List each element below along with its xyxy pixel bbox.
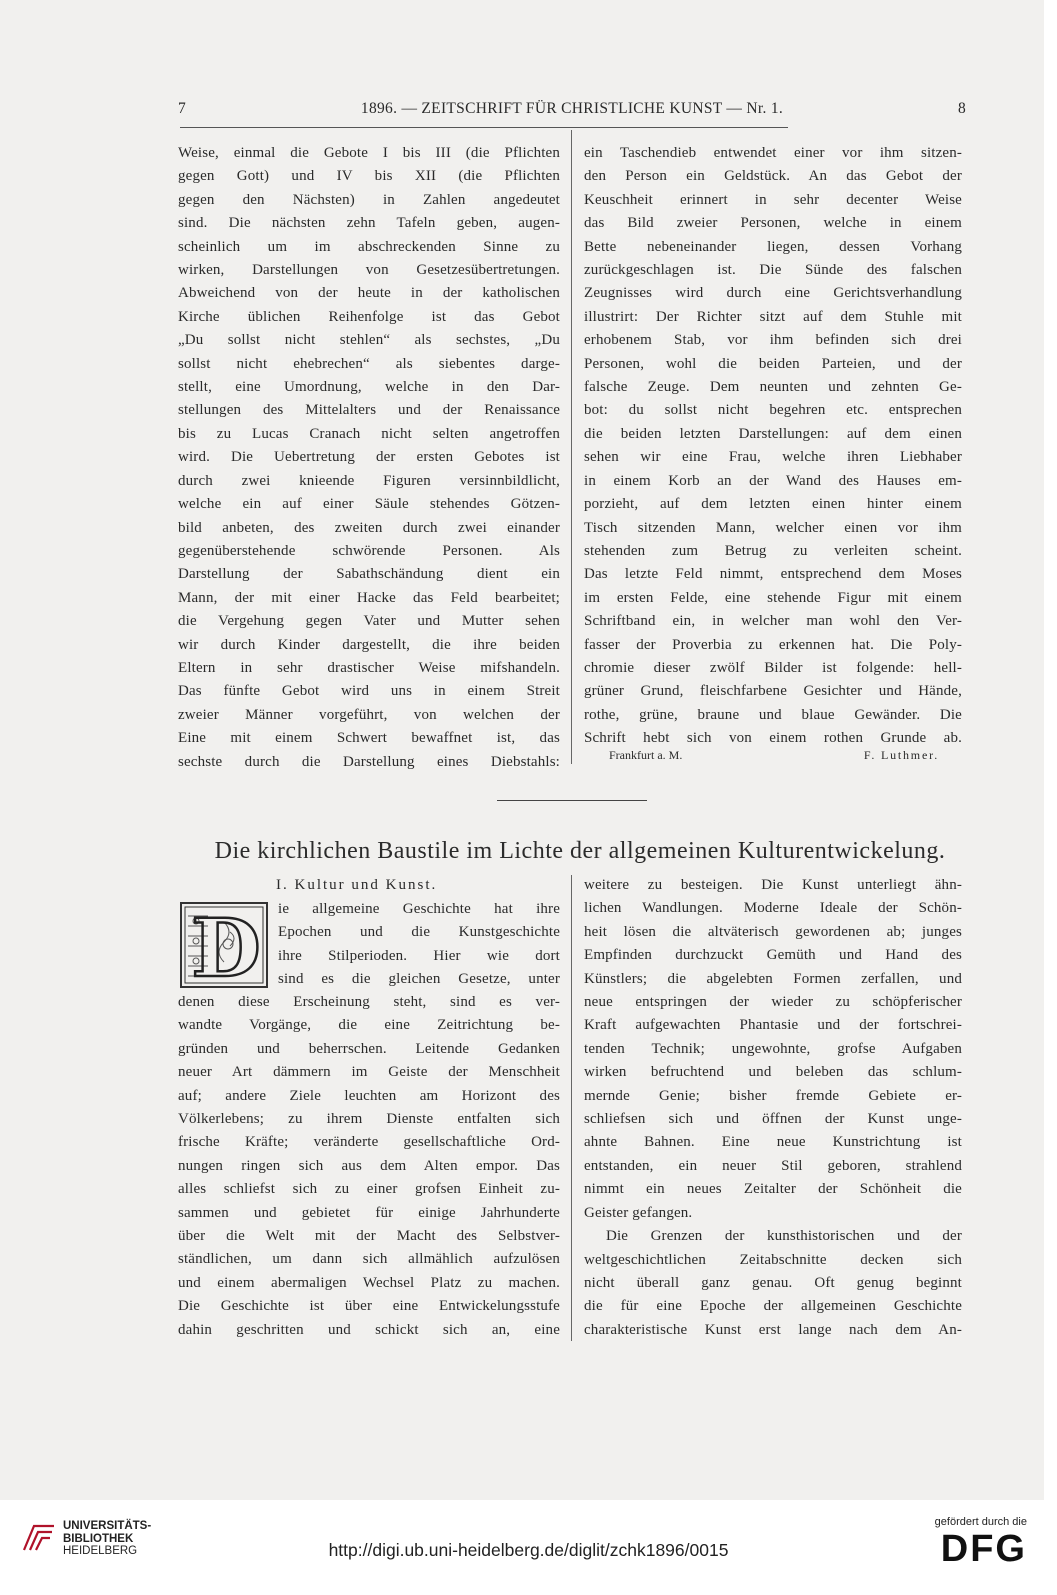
text-line: bot: du sollst nicht begehren etc. entsprechen	[584, 402, 962, 419]
text-line: sollst nicht ehebrechen“ als siebentes darge-	[178, 355, 560, 372]
text-line: frische Kräfte; veränderte gesellschaftliche Ord-	[178, 1134, 560, 1151]
text-line: erhobenem Stab, vor ihm befinden sich drei	[584, 332, 962, 349]
text-line: Zeugnisses wird durch eine Gerichtsverhandlung	[584, 285, 962, 302]
text-line: ahnte Bahnen. Eine neue Kunstrichtung ist	[584, 1134, 962, 1151]
text-line: Tisch sitzenden Mann, welcher einen vor ihm	[584, 519, 962, 536]
text-line: Abweichend von der heute in der katholischen	[178, 285, 560, 302]
text-line: alles schliefst sich zu einer grofsen Einheit zu-	[178, 1181, 560, 1198]
text-line: Keuschheit erinnert in sehr decenter Weise	[584, 191, 962, 208]
text-line: Personen, wohl die beiden Parteien, und der	[584, 355, 962, 372]
text-line: im ersten Felde, eine stehende Figur mit einem	[584, 589, 962, 606]
text-line: Weise, einmal die Gebote I bis III (die Pflichten	[178, 145, 560, 161]
text-line: dahin geschritten und schickt sich an, eine	[178, 1321, 560, 1338]
text-line: nimmt ein neues Zeitalter der Schönheit die	[584, 1181, 962, 1198]
funding-note: gefördert durch die	[934, 1516, 1027, 1528]
article2-left-column	[178, 991, 560, 1342]
text-line: ie allgemeine Geschichte hat ihre	[278, 901, 560, 917]
svg-text:D: D	[191, 902, 261, 988]
text-line: rothe, grüne, braune und blaue Gewänder. Die	[584, 706, 962, 723]
text-line: stehenden zum Betrug zu verleiten scheint.	[584, 542, 962, 559]
article-separator	[497, 800, 647, 801]
text-line: in einem Korb an der Wand des Hauses em-	[584, 472, 962, 489]
decorative-initial-d	[180, 902, 268, 988]
institution-line-3: HEIDELBERG	[63, 1545, 138, 1557]
text-line: neue entspringen der wieder zu schöpferischer	[584, 994, 962, 1011]
text-line: gegen den Nächsten) in Zahlen angedeutet	[178, 191, 560, 208]
text-line: sind es die gleichen Gesetze, unter	[278, 971, 560, 988]
text-line: gegenüberstehende schwörende Personen. Als	[178, 542, 560, 559]
text-line: denen diese Erscheinung steht, sind es ver-	[178, 994, 560, 1010]
text-line: die beiden letzten Darstellungen: auf dem einen	[584, 425, 962, 442]
text-line: Geister gefangen.	[584, 1204, 693, 1221]
text-line: wirken, Darstellungen von Gesetzesübertretungen.	[178, 262, 560, 279]
text-line: ein Taschendieb entwendet einer vor ihm sitzen-	[584, 145, 962, 161]
text-line: den Person ein Geldstück. An das Gebot der	[584, 168, 962, 185]
text-line: sammen und gebietet für einige Jahrhunderte	[178, 1204, 560, 1221]
text-line: tenden Technik; ungewohnte, grofse Aufgaben	[584, 1040, 962, 1057]
text-line: und einem abermaligen Wechsel Platz zu machen.	[178, 1274, 560, 1291]
text-line: das Bild zweier Personen, welche in einem	[584, 215, 962, 232]
text-line: bis zu Lucas Cranach nicht selten angetroffen	[178, 425, 560, 442]
text-line: weltgeschichtlichen Zeitabschnitte decken sich	[584, 1251, 962, 1268]
text-line: nicht überall ganz genau. Oft genug beginnt	[584, 1274, 962, 1291]
text-line: Schriftband ein, in welcher man wohl den Ver-	[584, 613, 962, 630]
text-line: falsche Zeuge. Dem neunten und zehnten Ge-	[584, 379, 962, 396]
text-line: scheinlich um im abschreckenden Sinne zu	[178, 238, 560, 255]
text-line: bild anbeten, des zweiten durch zwei einander	[178, 519, 560, 536]
text-line: porzieht, auf dem letzten einen hinter einem	[584, 496, 962, 513]
text-line: wandte Vorgänge, die eine Zeitrichtung be-	[178, 1017, 560, 1034]
text-line: stellt, eine Umordnung, welche in den Dar-	[178, 379, 560, 396]
text-line: illustrirt: Der Richter sitzt auf dem Stuhle mit	[584, 308, 962, 325]
text-line: Epochen und die Kunstgeschichte	[278, 924, 560, 941]
article2-dropcap-lines	[278, 898, 560, 992]
text-line: die Vergehung gegen Vater und Mutter sehen	[178, 613, 560, 630]
text-line: Völkerlebens; zu ihrem Dienste entfalten sich	[178, 1111, 560, 1128]
text-line: ihre Stilperioden. Hier wie dort	[278, 947, 560, 964]
text-line: entstanden, ein neuer Stil geboren, strahlend	[584, 1157, 962, 1174]
text-line: Mann, der mit einer Hacke das Feld bearbeitet;	[178, 589, 560, 606]
text-line: zweier Männer vorgeführt, von welchen der	[178, 706, 560, 723]
column-divider	[571, 130, 572, 764]
header-rule	[180, 127, 788, 128]
page-number-right: 8	[957, 100, 966, 117]
text-line: wird. Die Uebertretung der ersten Gebotes ist	[178, 449, 560, 466]
text-line: nungen ringen sich aus dem Alten empor. Das	[178, 1157, 560, 1174]
text-line: gründen und beherrschen. Leitende Gedanken	[178, 1040, 560, 1057]
text-line: Die Grenzen der kunsthistorischen und der	[606, 1228, 962, 1245]
text-line: Das letzte Feld nimmt, entsprechend dem Moses	[584, 566, 962, 583]
text-line: Künstlers; die abgelebten Formen zerfallen, und	[584, 970, 962, 987]
running-header	[178, 100, 966, 122]
text-line: neuer Art dämmern im Geiste der Menschheit	[178, 1064, 560, 1081]
text-line: Darstellung der Sabathschändung dient ein	[178, 566, 560, 583]
text-line: Das fünfte Gebot wird uns in einem Streit	[178, 683, 560, 700]
text-line: Eltern in sehr drastischer Weise mifshandeln.	[178, 659, 560, 676]
journal-title: 1896. — ZEITSCHRIFT FÜR CHRISTLICHE KUNST — Nr. 1.	[360, 100, 784, 117]
section-heading: I. Kultur und Kunst.	[276, 877, 438, 893]
article-title: Die kirchlichen Baustile im Lichte der allgemeinen Kulturentwickelung.	[214, 838, 946, 864]
text-line: durch zwei knieende Figuren versinnbildlicht,	[178, 472, 560, 489]
text-line: sind. Die nächsten zehn Tafeln geben, augen-	[178, 215, 560, 232]
article1-left-column	[178, 142, 560, 774]
text-line: Kirche üblichen Reihenfolge ist das Gebot	[178, 308, 560, 325]
text-line: gegen Gott) und IV bis XII (die Pflichten	[178, 168, 560, 185]
text-line: „Du sollst nicht stehlen“ als sechstes, „Du	[178, 332, 560, 349]
text-line: wirken befruchtend und beleben das schlum-	[584, 1064, 962, 1081]
signature-location: Frankfurt a. M.	[609, 748, 683, 762]
text-line: über die Welt mit der Macht des Selbstver-	[178, 1228, 560, 1245]
text-line: lichen Wandlungen. Moderne Ideale der Schön-	[584, 900, 962, 917]
text-line: Bette nebeneinander liegen, dessen Vorhang	[584, 238, 962, 255]
text-line: ständlichen, um dann sich allmählich aufzulösen	[178, 1251, 560, 1268]
text-line: heit lösen die altväterisch gewordenen ab; junges	[584, 923, 962, 940]
text-line: die für eine Epoche der allgemeinen Geschichte	[584, 1298, 962, 1315]
dfg-logo: DFG	[940, 1528, 1027, 1570]
text-line: Schrift hebt sich von einem rothen Grunde ab.	[584, 730, 962, 747]
source-url[interactable]: http://digi.ub.uni-heidelberg.de/diglit/zchk1896/0015	[328, 1540, 729, 1560]
article2-right-column	[584, 874, 962, 1342]
text-line: weitere zu besteigen. Die Kunst unterliegt ähn-	[584, 877, 962, 893]
text-line: zurückgeschlagen ist. Die Sünde des falschen	[584, 262, 962, 279]
article1-right-column	[584, 142, 962, 751]
text-line: schliefsen sich und öffnen der Kunst unge-	[584, 1111, 962, 1128]
text-line: Kraft aufgewachten Phantasie und der fortschrei-	[584, 1017, 962, 1034]
signature-author: F. Luthmer.	[863, 748, 939, 762]
text-line: stellungen des Mittelalters und der Renaissance	[178, 402, 560, 419]
text-line: Eine mit einem Schwert bewaffnet ist, das	[178, 730, 560, 747]
institution-line-1: UNIVERSITÄTS-	[63, 1520, 152, 1532]
text-line: sehen wir eine Frau, welche ihren Liebhaber	[584, 449, 962, 466]
text-line: Empfinden durchzuckt Gemüth und Hand des	[584, 947, 962, 964]
text-line: welche ein auf einer Säule stehendes Götzen-	[178, 496, 560, 513]
institution-line-2: BIBLIOTHEK	[63, 1532, 134, 1545]
text-line: wir durch Kinder dargestellt, die ihre beiden	[178, 636, 560, 653]
text-line: fasser der Proverbia zu erkennen hat. Die Poly-	[584, 636, 962, 653]
text-line: Die Geschichte ist über eine Entwickelungsstufe	[178, 1298, 560, 1315]
text-line: grüner Grund, fleischfarbene Gesichter und Hände,	[584, 683, 962, 700]
page-number-left: 7	[178, 100, 187, 117]
text-line: auf; andere Ziele leuchten am Horizont des	[178, 1087, 560, 1104]
text-line: sechste durch die Darstellung eines Diebstahls:	[178, 753, 560, 770]
text-line: mernde Genie; bisher fremde Gebiete er-	[584, 1087, 962, 1104]
text-line: charakteristische Kunst erst lange nach dem An-	[584, 1321, 962, 1338]
text-line: chromie dieser zwölf Bilder ist folgende: hell-	[584, 659, 962, 676]
column-divider-2	[571, 875, 572, 1341]
